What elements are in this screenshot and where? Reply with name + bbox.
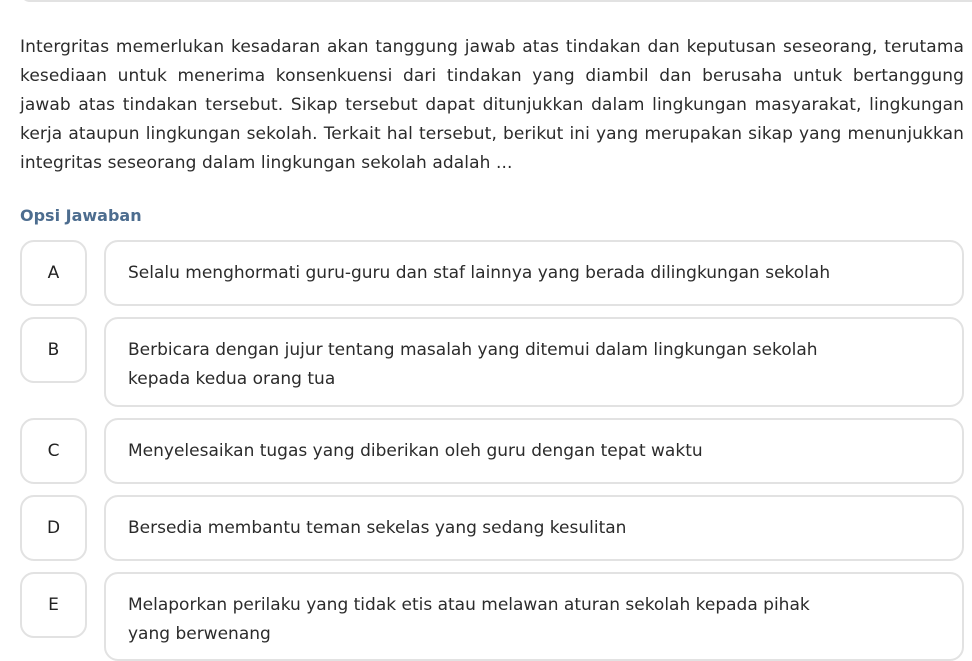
option-c-text-box[interactable] [104, 418, 964, 484]
option-a-text-box[interactable] [104, 240, 964, 306]
option-d-letter[interactable]: D [20, 495, 87, 561]
option-d-text-line: Bersedia membantu teman sekelas yang sedang kesulitan [128, 518, 627, 538]
option-b-text-box[interactable] [104, 317, 964, 407]
option-c-letter[interactable]: C [20, 418, 87, 484]
option-a-text-line: Selalu menghormati guru-guru dan staf lainnya yang berada dilingkungan sekolah [128, 263, 831, 283]
option-c-text-line: Menyelesaikan tugas yang diberikan oleh guru dengan tepat waktu [128, 441, 703, 461]
previous-card-edge [20, 0, 972, 2]
option-e-text-line: Melaporkan perilaku yang tidak etis atau melawan aturan sekolah kepada pihak [128, 595, 810, 615]
question-text: Intergritas memerlukan kesadaran akan tanggung jawab atas tindakan dan keputusan seseorang, terutama kesediaan untuk menerima konsenkuensi dari tindakan yang diambil dan berusaha untuk bertanggung jawab atas tindakan tersebut. Sikap tersebut dapat ditunjukkan dalam lingkungan masyarakat, lingkungan kerja ataupun lingkungan sekolah. Terkait hal tersebut, berikut ini yang merupakan sikap yang menunjukkan integritas seseorang dalam lingkungan sekolah adalah ... [20, 37, 964, 173]
option-e-letter[interactable]: E [20, 572, 87, 638]
option-e-text-box[interactable] [104, 572, 964, 661]
option-b-text-line: kepada kedua orang tua [128, 369, 336, 389]
option-b-letter[interactable]: B [20, 317, 87, 383]
option-e-text-line: yang berwenang [128, 624, 271, 644]
option-d-text-box[interactable] [104, 495, 964, 561]
option-b-text-line: Berbicara dengan jujur tentang masalah yang ditemui dalam lingkungan sekolah [128, 340, 818, 360]
options-heading: Opsi Jawaban [20, 206, 142, 225]
option-a-letter[interactable]: A [20, 240, 87, 306]
